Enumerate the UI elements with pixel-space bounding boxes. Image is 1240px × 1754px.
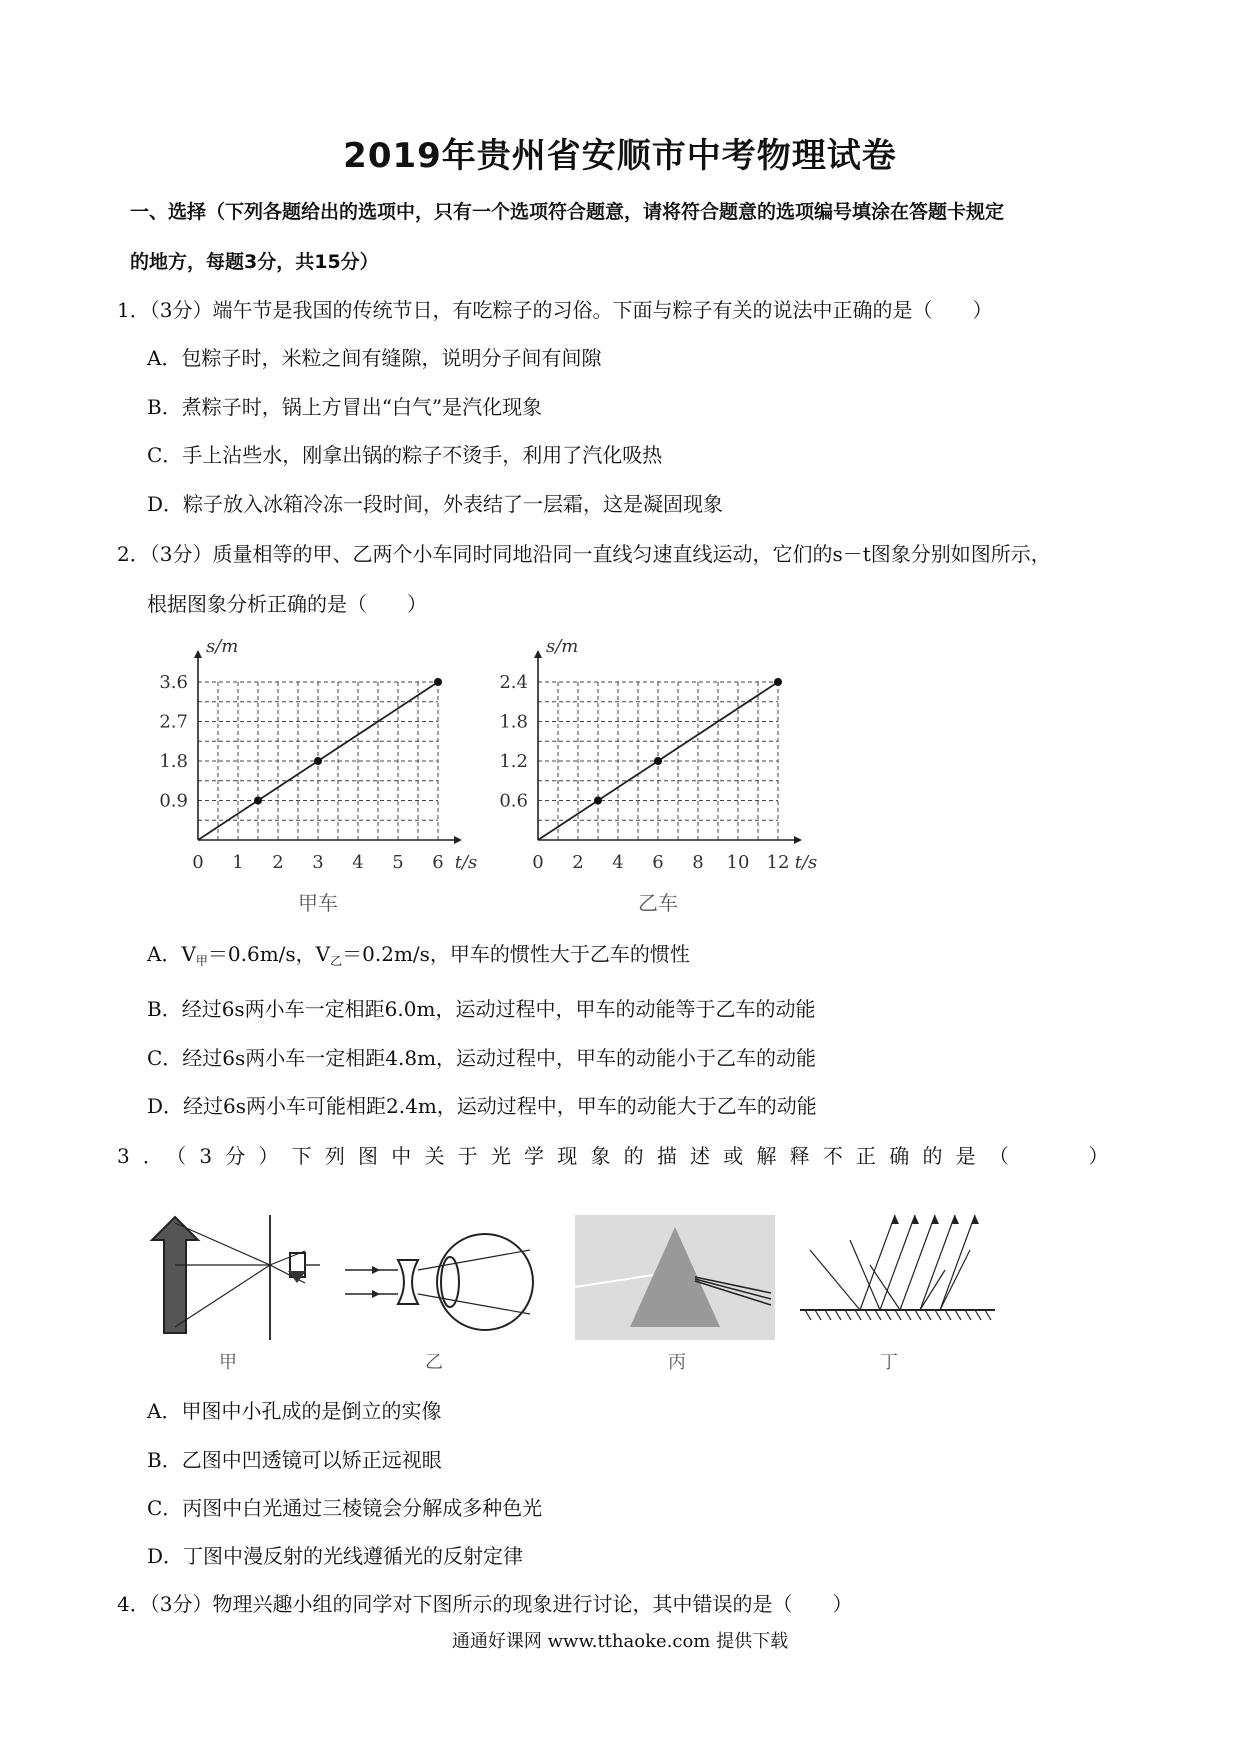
x-axis-label: t/s <box>454 852 478 873</box>
x-tick-label: 2 <box>572 852 584 873</box>
question-3-option-d: D．丁图中漫反射的光线遵循光的反射定律 <box>147 1544 524 1568</box>
question-3-option-b: B．乙图中凹透镜可以矫正远视眼 <box>147 1448 442 1472</box>
option-a-v-jia: A．V <box>147 942 196 966</box>
x-axis-label: t/s <box>794 852 818 873</box>
page-title: 2019年贵州省安顺市中考物理试卷 <box>343 136 897 176</box>
question-3-option-c: C．丙图中白光通过三棱镜会分解成多种色光 <box>147 1496 543 1520</box>
chart-title: 乙车 <box>638 891 678 915</box>
y-tick-label: 3.6 <box>159 672 188 693</box>
data-point <box>254 797 262 805</box>
figure-jia-pinhole <box>140 1215 340 1340</box>
y-axis-label: s/m <box>546 636 579 657</box>
data-point <box>774 678 782 686</box>
question-1-option-b: B．煮粽子时，锅上方冒出“白气”是汽化现象 <box>147 395 543 419</box>
question-2-option-b: B．经过6s两小车一定相距6.0m，运动过程中，甲车的动能等于乙车的动能 <box>147 997 816 1021</box>
x-tick-label: 6 <box>432 852 444 873</box>
question-1-option-c: C．手上沾些水，刚拿出锅的粽子不烫手，利用了汽化吸热 <box>147 443 663 467</box>
data-point <box>314 757 322 765</box>
y-tick-label: 2.7 <box>159 711 188 733</box>
x-tick-label: 3 <box>312 852 324 873</box>
option-a-v-yi: ＝0.6m/s，V <box>207 942 331 966</box>
figure-label-yi: 乙 <box>425 1352 443 1373</box>
x-tick-label: 1 <box>232 852 244 873</box>
subscript-jia: 甲 <box>195 954 208 968</box>
question-1-option-a: A．包粽子时，米粒之间有缝隙，说明分子间有间隙 <box>147 346 602 370</box>
x-tick-label: 12 <box>766 852 790 873</box>
question-1-option-d: D．粽子放入冰箱冷冻一段时间，外表结了一层霜，这是凝固现象 <box>147 492 724 516</box>
y-tick-label: 0.9 <box>159 790 188 812</box>
figure-bing-prism <box>575 1215 775 1340</box>
x-tick-label: 8 <box>692 852 704 873</box>
y-tick-label: 2.4 <box>499 672 528 693</box>
chart-title: 甲车 <box>298 891 338 915</box>
x-tick-label: 10 <box>726 852 750 873</box>
figure-ding-diffuse-reflection <box>795 1210 1005 1340</box>
figure-label-jia: 甲 <box>219 1352 237 1373</box>
question-3-stem: 3．（3分）下列图中关于光学现象的描述或解释不正确的是（ ） <box>117 1144 1122 1168</box>
question-1-stem: 1．（3分）端午节是我国的传统节日，有吃粽子的习俗。下面与粽子有关的说法中正确的是（ ） <box>117 298 993 322</box>
option-a-rest: ＝0.2m/s，甲车的惯性大于乙车的惯性 <box>342 942 690 966</box>
y-axis-arrow <box>194 650 202 658</box>
question-4-stem: 4．（3分）物理兴趣小组的同学对下图所示的现象进行讨论，其中错误的是（ ） <box>117 1592 853 1616</box>
question-2-option-a <box>147 938 690 969</box>
footer-source: 通通好课网 www.tthaoke.com 提供下载 <box>451 1631 789 1652</box>
x-tick-label: 4 <box>612 852 624 873</box>
x-tick-label: 0 <box>192 852 204 873</box>
question-2-stem-line-1: 2．（3分）质量相等的甲、乙两个小车同时同地沿同一直线匀速直线运动，它们的s－t图象分别如图所示， <box>117 542 1051 566</box>
question-2-option-d: D．经过6s两小车可能相距2.4m，运动过程中，甲车的动能大于乙车的动能 <box>147 1094 817 1118</box>
question-3-option-a: A．甲图中小孔成的是倒立的实像 <box>147 1399 442 1423</box>
y-axis-arrow <box>534 650 542 658</box>
subscript-yi: 乙 <box>330 954 343 968</box>
x-axis-arrow <box>794 836 802 844</box>
figure-label-ding: 丁 <box>880 1352 898 1373</box>
y-axis-label: s/m <box>206 636 239 657</box>
section-heading-line-2: 的地方，每题3分，共15分） <box>130 251 379 273</box>
x-axis-arrow <box>454 836 462 844</box>
x-tick-label: 4 <box>352 852 364 873</box>
data-point <box>434 678 442 686</box>
x-tick-label: 6 <box>652 852 664 873</box>
x-tick-label: 0 <box>532 852 544 873</box>
x-tick-label: 2 <box>272 852 284 873</box>
figure-yi-eye-lens <box>340 1230 540 1335</box>
question-2-option-c: C．经过6s两小车一定相距4.8m，运动过程中，甲车的动能小于乙车的动能 <box>147 1046 817 1070</box>
y-tick-label: 1.2 <box>499 751 528 772</box>
y-tick-label: 1.8 <box>499 711 528 733</box>
x-tick-label: 5 <box>392 852 404 873</box>
chart-jia <box>150 625 490 915</box>
section-heading-line-1: 一、选择（下列各题给出的选项中，只有一个选项符合题意，请将符合题意的选项编号填涂在答题卡规定 <box>130 201 1005 223</box>
y-tick-label: 1.8 <box>159 751 188 772</box>
y-tick-label: 0.6 <box>499 790 528 812</box>
chart-yi <box>490 625 840 915</box>
data-point <box>654 757 662 765</box>
figure-label-bing: 丙 <box>668 1352 686 1373</box>
data-point <box>594 797 602 805</box>
question-2-stem-line-2: 根据图象分析正确的是（ ） <box>147 592 427 616</box>
